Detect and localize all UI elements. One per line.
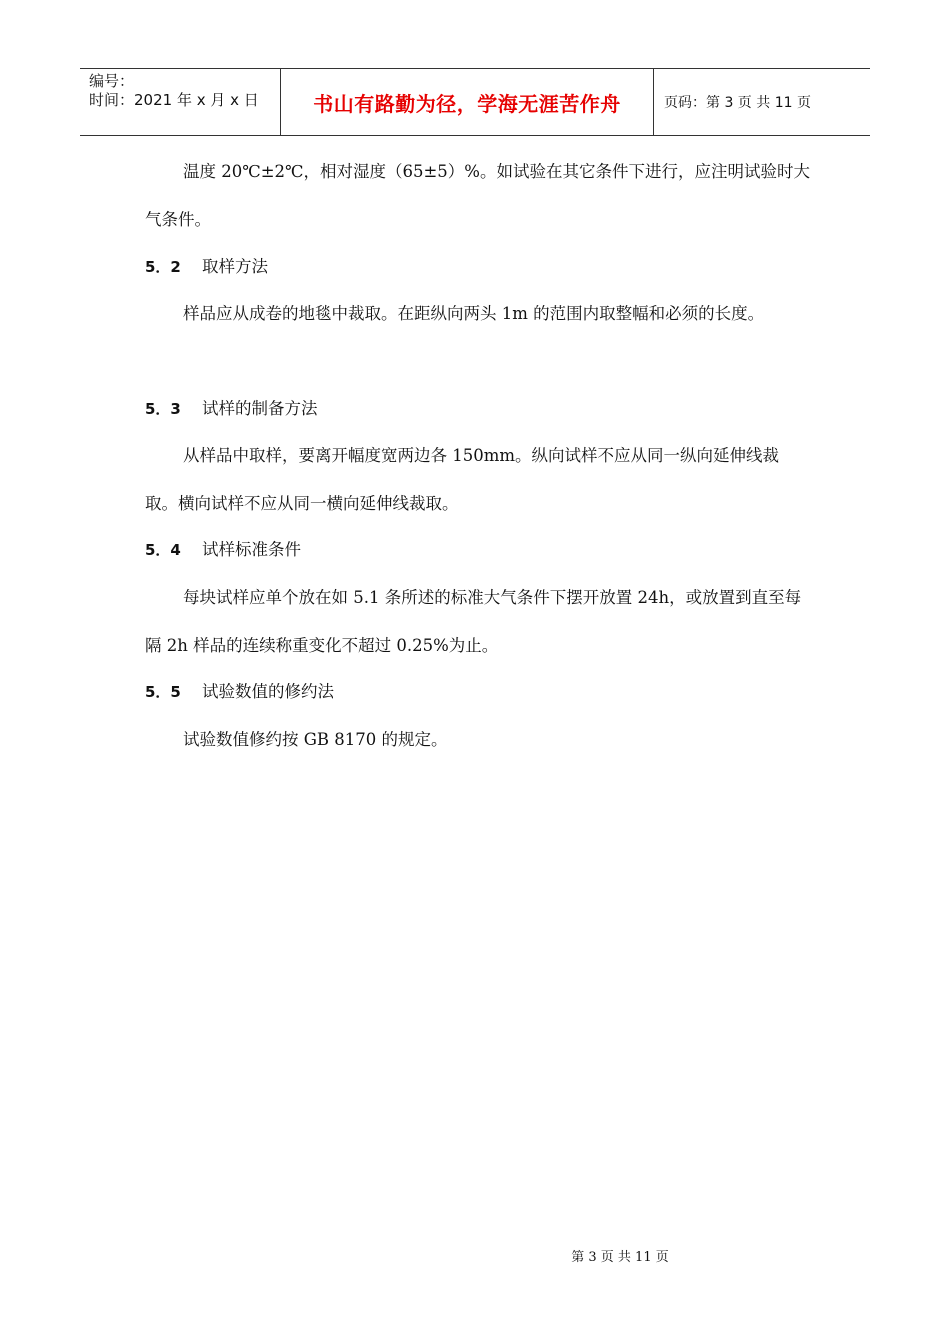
section-number: 5．4 <box>145 541 181 559</box>
paragraph-preparation: 从样品中取样，要离开幅度宽两边各 150mm。纵向试样不应从同一纵向延伸线裁取。横向试样不应从同一横向延伸线裁取。 <box>145 446 780 513</box>
section-title: 试验数值的修约法 <box>202 682 334 701</box>
section-heading-5-2 <box>145 243 268 291</box>
section-title: 取样方法 <box>202 257 268 276</box>
section-title: 试样标准条件 <box>202 540 301 559</box>
section-heading-5-5 <box>145 668 334 716</box>
header-page-label: 页码：第 3 页 共 11 页 <box>664 95 811 111</box>
section-number: 5．2 <box>145 258 181 276</box>
doc-number-label: 编号： <box>89 72 135 90</box>
paragraph-rounding: 试验数值修约按 GB 8170 的规定。 <box>183 730 448 749</box>
section-number: 5．3 <box>145 400 181 418</box>
paragraph-conditions: 温度 20℃±2℃，相对湿度（65±5）%。如试验在其它条件下进行，应注明试验时大气条件。 <box>145 162 810 229</box>
page-header <box>80 68 870 136</box>
section-number: 5．5 <box>145 683 181 701</box>
header-meta <box>80 69 281 135</box>
paragraph-sampling: 样品应从成卷的地毯中裁取。在距纵向两头 1m 的范围内取整幅和必须的长度。 <box>183 304 765 323</box>
header-motto: 书山有路勤为径，学海无涯苦作舟 <box>281 69 654 135</box>
section-heading-5-3 <box>145 385 318 433</box>
section-title: 试样的制备方法 <box>202 399 318 418</box>
section-heading-5-4 <box>145 526 301 574</box>
page-footer: 第 3 页 共 11 页 <box>571 1250 669 1265</box>
paragraph-standard-conditions: 每块试样应单个放在如 5.1 条所述的标准大气条件下摆开放置 24h，或放置到直至每隔 2h 样品的连续称重变化不超过 0.25%为止。 <box>145 588 802 655</box>
doc-time-label: 时间：2021 年 x 月 x 日 <box>89 91 259 109</box>
